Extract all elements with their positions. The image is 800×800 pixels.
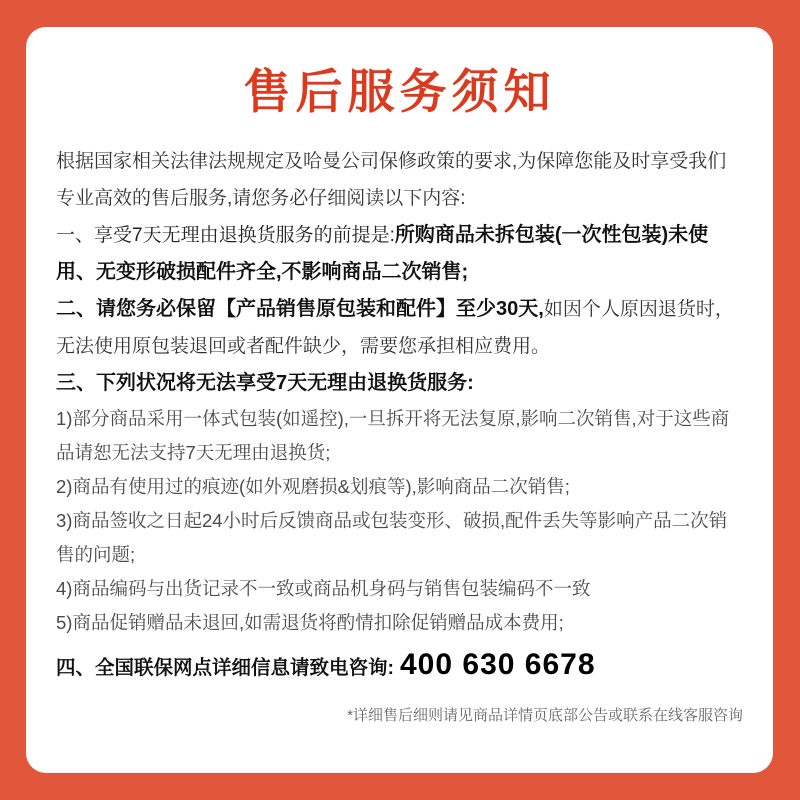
sub-item: 5)商品促销赠品未退回,如需退货将酌情扣除促销赠品成本费用; bbox=[56, 612, 564, 633]
notice-title: 售后服务须知 bbox=[243, 65, 556, 118]
item-1-lead: 一、享受7天无理由退换货服务的前提是: bbox=[56, 225, 395, 246]
intro-paragraph: 根据国家相关法律法规规定及哈曼公司保修政策的要求,为保障您能及时享受我们专业高效的售后服务,请您务必仔细阅读以下内容: bbox=[56, 151, 727, 209]
notice-card bbox=[26, 27, 773, 773]
footnote-text: *详细售后细则请见商品详情页底部公告或联系在线客服咨询 bbox=[347, 707, 743, 724]
item-2-rest: 如因个人原因退货时，无法使用原包装退回或者配件缺少，需要您承担相应费用。 bbox=[56, 299, 734, 357]
item-2-emphasis: 二、请您务必保留【产品销售原包装和配件】至少30天, bbox=[56, 298, 544, 320]
item-1 bbox=[56, 217, 743, 291]
sub-item: 2)商品有使用过的痕迹(如外观磨损&划痕等),影响商品二次销售; bbox=[56, 476, 570, 497]
item-3 bbox=[56, 365, 743, 402]
sub-item: 1)部分商品采用一体式包装(如遥控),一旦拆开将无法复原,影响二次销售,对于这些商品请恕无法支持7天无理由退换货; bbox=[56, 408, 730, 463]
hotline-row bbox=[56, 645, 743, 690]
hotline-number: 400 630 6678 bbox=[400, 648, 596, 681]
hotline-label: 四、全国联保网点详细信息请致电咨询: bbox=[56, 657, 394, 679]
item-1-emphasis: 所购商品未拆包装(一次性包装)未使用、无变形破损配件齐全,不影响商品二次销售; bbox=[56, 224, 709, 283]
sub-item: 3)商品签收之日起24小时后反馈商品或包装变形、破损,配件丢失等影响产品二次销售的问题; bbox=[56, 510, 728, 565]
item-2 bbox=[56, 291, 743, 365]
item-3-heading: 三、下列状况将无法享受7天无理由退换货服务: bbox=[56, 372, 474, 394]
sub-item: 4)商品编码与出货记录不一致或商品机身码与销售包装编码不一致 bbox=[56, 578, 591, 599]
